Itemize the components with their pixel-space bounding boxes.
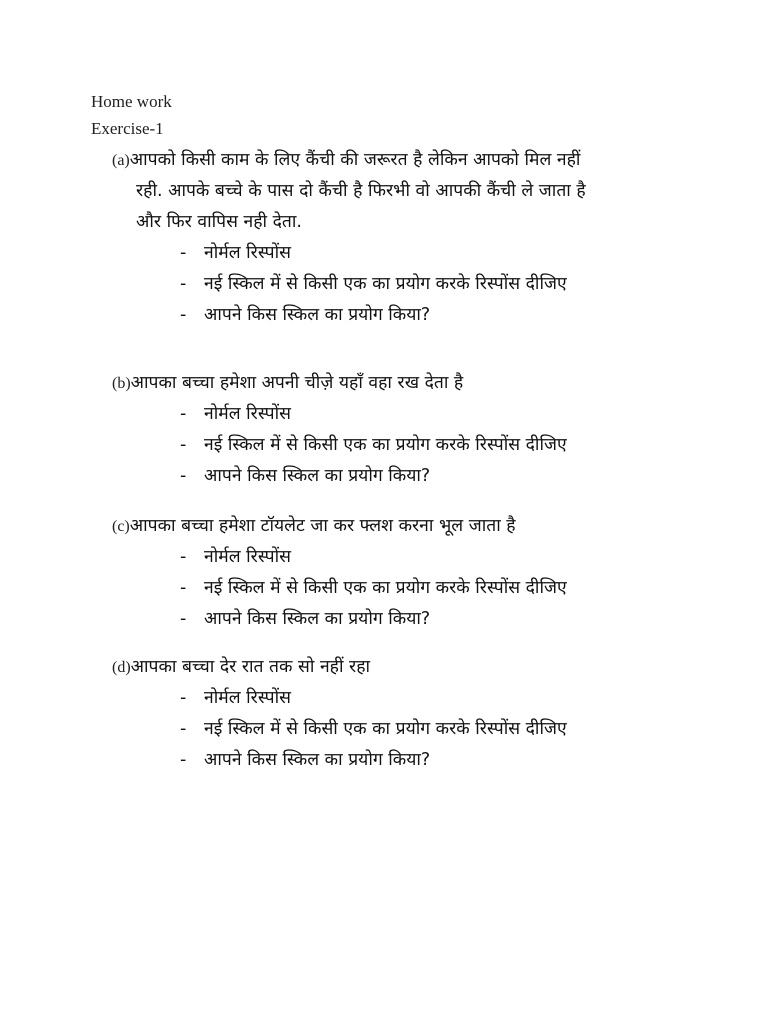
question-line (112, 144, 672, 176)
question-a (112, 144, 672, 331)
list-item (180, 300, 672, 331)
response-list (112, 238, 672, 331)
list-item (180, 430, 672, 461)
dash-bullet: - (180, 404, 187, 424)
list-item (180, 269, 672, 300)
question-line (112, 651, 672, 683)
question-c (112, 510, 672, 635)
exercise-title: Exercise-1 (91, 119, 164, 138)
list-item-text: नोर्मल रिस्पोंस (204, 404, 291, 424)
list-item-text: आपने किस स्किल का प्रयोग किया? (204, 466, 431, 486)
list-item-text: नोर्मल रिस्पोंस (204, 547, 291, 567)
dash-bullet: - (180, 274, 187, 294)
dash-bullet: - (180, 243, 187, 263)
list-item (180, 238, 672, 269)
list-item-text: नई स्किल में से किसी एक का प्रयोग करके रिस्पोंस दीजिए (204, 719, 567, 739)
response-list (112, 399, 672, 492)
question-text: आपका बच्चा देर रात तक सो नहीं रहा (130, 657, 371, 677)
dash-bullet: - (180, 609, 187, 629)
question-d (112, 651, 672, 776)
list-item (180, 683, 672, 714)
list-item-text: आपने किस स्किल का प्रयोग किया? (204, 750, 431, 770)
question-line (112, 367, 672, 399)
question-line (112, 510, 672, 542)
question-text: आपका बच्चा हमेशा अपनी चीज़े यहाँ वहा रख देता है (130, 373, 464, 393)
list-item (180, 542, 672, 573)
list-item (180, 745, 672, 776)
list-item-text: आपने किस स्किल का प्रयोग किया? (204, 305, 431, 325)
list-item (180, 573, 672, 604)
list-item-text: नोर्मल रिस्पोंस (204, 243, 291, 263)
question-text: आपको किसी काम के लिए कैंची की जरूरत है लेकिन आपको मिल नहीं (129, 150, 581, 170)
question-letter: (b) (112, 375, 131, 392)
homework-title: Home work (91, 92, 172, 111)
list-item-text: नई स्किल में से किसी एक का प्रयोग करके रिस्पोंस दीजिए (204, 274, 567, 294)
question-letter: (c) (112, 518, 130, 535)
dash-bullet: - (180, 578, 187, 598)
list-item-text: नोर्मल रिस्पोंस (204, 688, 291, 708)
response-list (112, 542, 672, 635)
dash-bullet: - (180, 305, 187, 325)
question-text-continued: और फिर वापिस नही देता. (136, 212, 302, 232)
dash-bullet: - (180, 750, 187, 770)
question-text-continued: रही. आपके बच्चे के पास दो कैंची है फिरभी वो आपकी कैंची ले जाता है (136, 181, 586, 201)
dash-bullet: - (180, 435, 187, 455)
question-text: आपका बच्चा हमेशा टॉयलेट जा कर फ्लश करना भूल जाता है (129, 516, 516, 536)
response-list (112, 683, 672, 776)
list-item (180, 461, 672, 492)
dash-bullet: - (180, 547, 187, 567)
question-letter: (d) (112, 659, 131, 676)
question-letter: (a) (112, 152, 130, 169)
dash-bullet: - (180, 466, 187, 486)
list-item-text: नई स्किल में से किसी एक का प्रयोग करके रिस्पोंस दीजिए (204, 578, 567, 598)
list-item-text: नई स्किल में से किसी एक का प्रयोग करके रिस्पोंस दीजिए (204, 435, 567, 455)
list-item (180, 399, 672, 430)
dash-bullet: - (180, 688, 187, 708)
list-item-text: आपने किस स्किल का प्रयोग किया? (204, 609, 431, 629)
list-item (180, 714, 672, 745)
list-item (180, 604, 672, 635)
dash-bullet: - (180, 719, 187, 739)
question-b (112, 367, 672, 492)
